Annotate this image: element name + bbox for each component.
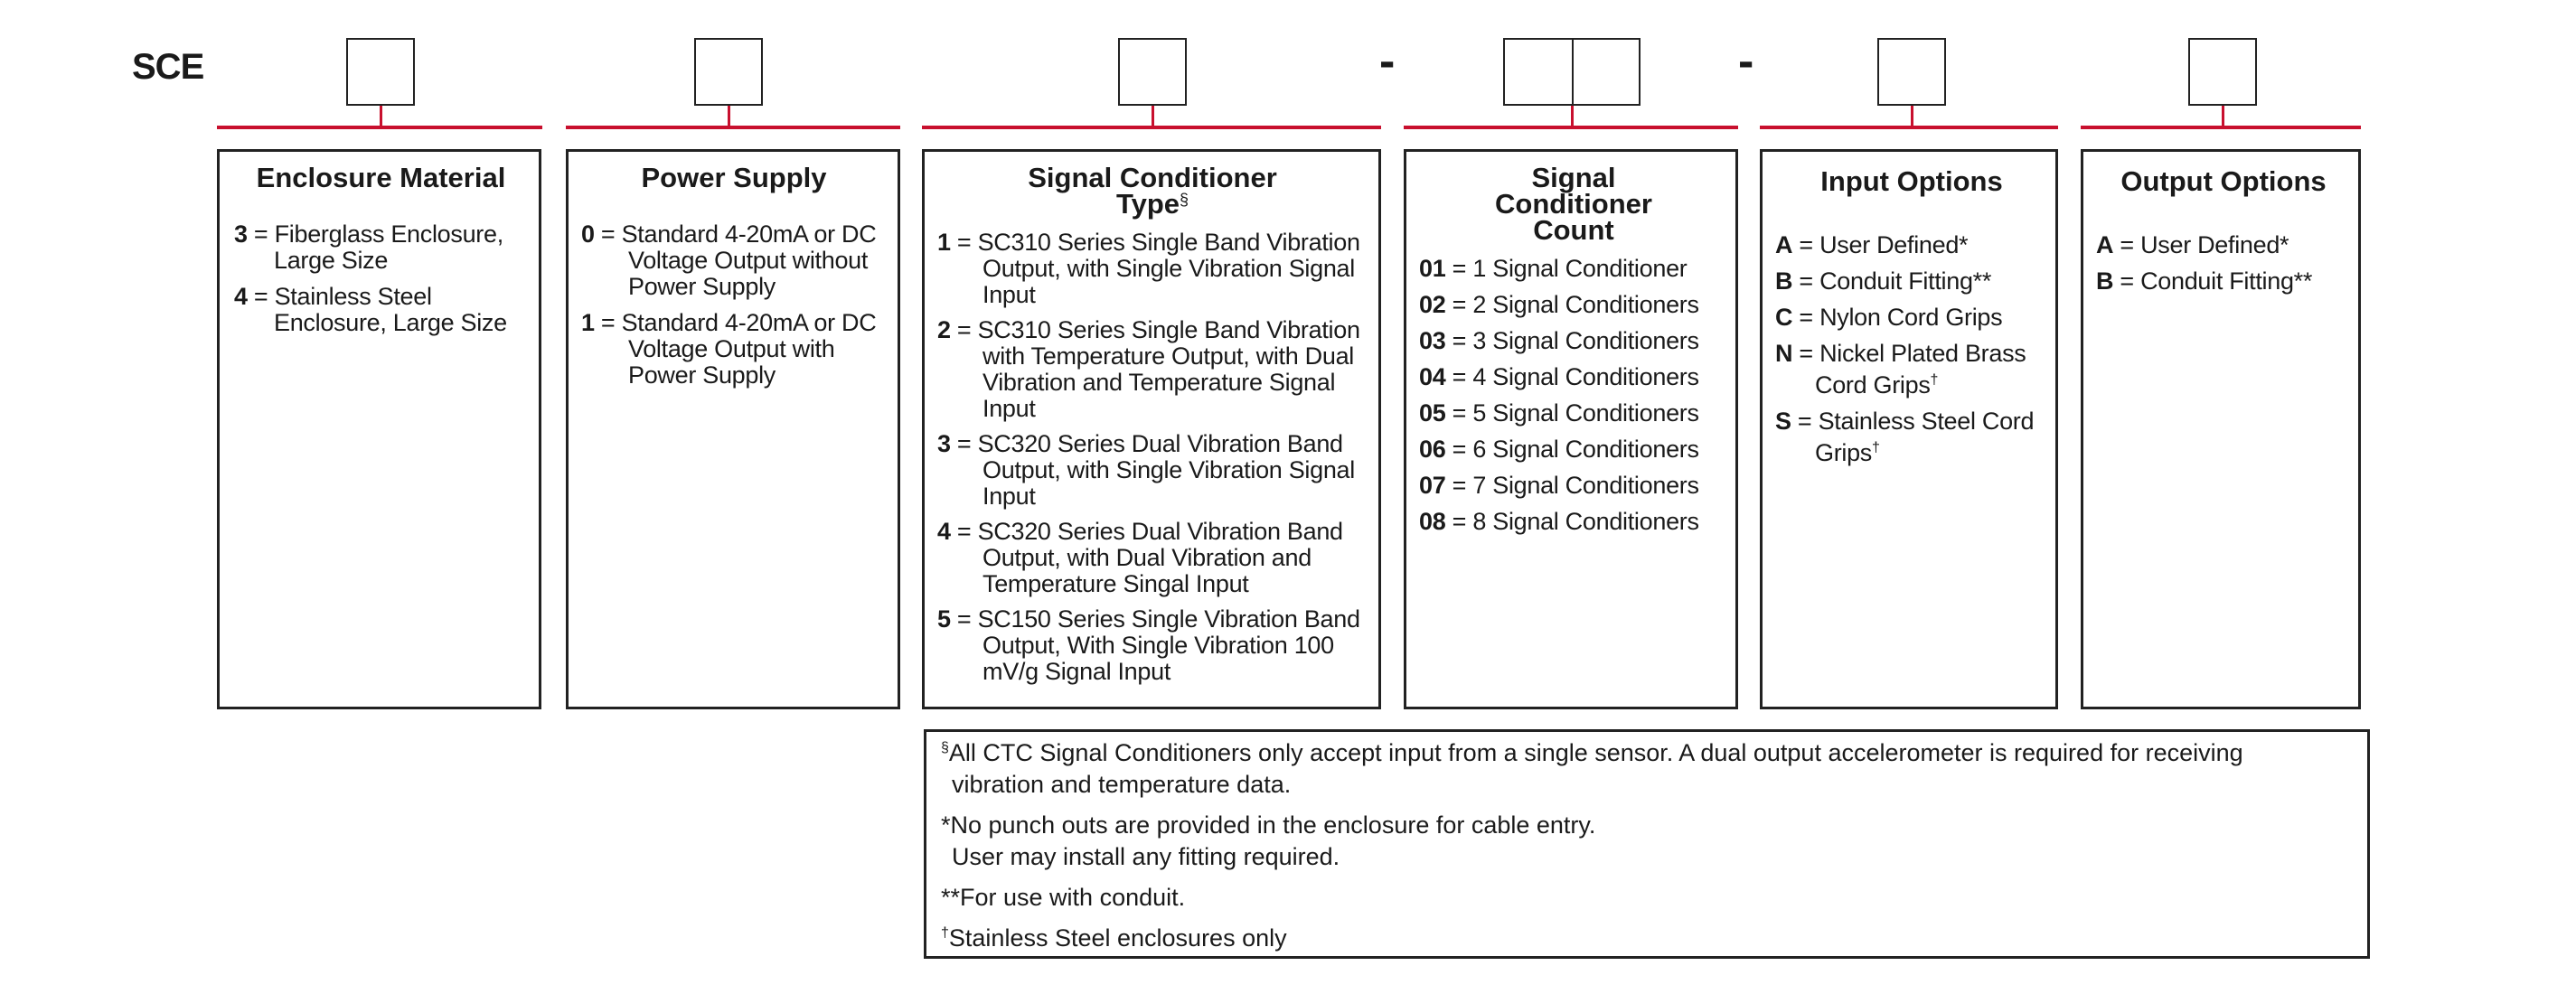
option-text: 2 Signal Conditioners xyxy=(1472,291,1699,318)
option-code: A xyxy=(2096,231,2114,258)
footnote-text: All CTC Signal Conditioners only accept input from a single sensor. A dual output accelerometer is required for receiving xyxy=(948,739,2243,766)
option-text: SC310 Series Single Band Vibration with Temperature Output, with Dual Vibration and Temperature Signal Input xyxy=(977,316,1360,422)
output-option-code-slot[interactable] xyxy=(2188,38,2257,106)
option-text: SC150 Series Single Vibration Band Output, With Single Vibration 100 mV/g Signal Input xyxy=(977,605,1360,685)
accent-rule xyxy=(922,126,1381,129)
option-item: N = Nickel Plated Brass Cord Grips† xyxy=(1775,340,2026,399)
option-code: 5 xyxy=(937,605,951,633)
footnote-mark: § xyxy=(941,740,949,755)
signal-conditioner-count-panel xyxy=(1404,149,1738,709)
option-item: 3 = SC320 Series Dual Vibration Band Output, with Single Vibration Signal Input xyxy=(937,430,1355,510)
panel-title: Input Options xyxy=(1820,165,2003,197)
option-item: 5 = SC150 Series Single Vibration Band Output, With Single Vibration 100 mV/g Signal Input xyxy=(937,605,1360,685)
option-text: Stainless Steel Cord Grips xyxy=(1815,408,2035,466)
option-text: 5 Signal Conditioners xyxy=(1472,399,1699,427)
option-item: 2 = SC310 Series Single Band Vibration with Temperature Output, with Dual Vibration and Temperature Signal Input xyxy=(937,316,1360,422)
option-code: 03 xyxy=(1419,327,1446,354)
option-code: 06 xyxy=(1419,436,1446,463)
panel-title: Signal Conditioner Count xyxy=(1495,162,1652,246)
footnote-text: Stainless Steel enclosures only xyxy=(948,924,1287,952)
accent-rule xyxy=(217,126,542,129)
footnote-text: **For use with conduit. xyxy=(941,884,1186,911)
option-code: B xyxy=(1775,267,1793,295)
option-item: 1 = SC310 Series Single Band Vibration Output, with Single Vibration Signal Input xyxy=(937,229,1360,308)
panel-title: Output Options xyxy=(2120,165,2327,197)
footnote-mark: † xyxy=(1930,372,1939,388)
option-code: 02 xyxy=(1419,291,1446,318)
separator-dash: - xyxy=(1379,35,1396,88)
option-code: N xyxy=(1775,340,1793,367)
option-item: B = Conduit Fitting** xyxy=(1775,267,1992,295)
option-code: 1 xyxy=(937,229,951,256)
option-text: Conduit Fitting** xyxy=(2140,267,2313,295)
option-code: 3 xyxy=(234,220,248,248)
option-code: 08 xyxy=(1419,508,1446,535)
power-code-slot[interactable] xyxy=(694,38,763,106)
option-text: Nylon Cord Grips xyxy=(1819,304,2003,331)
option-code: 2 xyxy=(937,316,951,343)
enclosure-material-panel xyxy=(217,149,541,709)
option-code: 04 xyxy=(1419,363,1446,390)
accent-rule xyxy=(1404,126,1738,129)
option-text: 1 Signal Conditioner xyxy=(1472,255,1688,282)
option-text: User Defined* xyxy=(2140,231,2289,258)
option-code: 07 xyxy=(1419,472,1446,499)
option-text: 6 Signal Conditioners xyxy=(1472,436,1699,463)
footnote xyxy=(941,882,2355,914)
option-code: 05 xyxy=(1419,399,1446,427)
option-text: 4 Signal Conditioners xyxy=(1472,363,1699,390)
panel-title xyxy=(937,162,1368,220)
option-text: SC320 Series Dual Vibration Band Output, with Dual Vibration and Temperature Singal Input xyxy=(977,518,1343,597)
connector-stem xyxy=(2222,106,2224,126)
option-text: SC310 Series Single Band Vibration Output, with Single Vibration Signal Input xyxy=(977,229,1360,308)
option-code: 4 xyxy=(937,518,951,545)
connector-stem xyxy=(1571,106,1574,126)
connector-stem xyxy=(728,106,730,126)
option-item: C = Nylon Cord Grips xyxy=(1775,304,2003,331)
option-code: C xyxy=(1775,304,1793,331)
option-text: Stainless Steel Enclosure, Large Size xyxy=(274,283,507,336)
output-options-panel xyxy=(2081,149,2361,709)
footnote xyxy=(941,737,2355,801)
power-supply-panel xyxy=(566,149,900,709)
option-item: A = User Defined* xyxy=(1775,231,1969,258)
signal-type-code-slot[interactable] xyxy=(1118,38,1187,106)
option-item: 1 = Standard 4-20mA or DC Voltage Output with Power Supply xyxy=(581,309,877,389)
accent-rule xyxy=(2081,126,2361,129)
option-item: 01 = 1 Signal Conditioner xyxy=(1419,255,1688,282)
option-item: S = Stainless Steel Cord Grips† xyxy=(1775,408,2035,466)
footnote-mark: § xyxy=(1180,191,1189,209)
option-code: 01 xyxy=(1419,255,1446,282)
option-code: A xyxy=(1775,231,1793,258)
option-item: 4 = SC320 Series Dual Vibration Band Output, with Dual Vibration and Temperature Singal Input xyxy=(937,518,1343,597)
option-code: 0 xyxy=(581,220,595,248)
option-text: Standard 4-20mA or DC Voltage Output with Power Supply xyxy=(621,309,877,389)
option-text: 8 Signal Conditioners xyxy=(1472,508,1699,535)
option-text: SC320 Series Dual Vibration Band Output, with Single Vibration Signal Input xyxy=(977,430,1355,510)
option-text: User Defined* xyxy=(1819,231,1969,258)
signal-count-code-slot[interactable] xyxy=(1503,38,1641,106)
option-item: B = Conduit Fitting** xyxy=(2096,267,2313,295)
option-text: 3 Signal Conditioners xyxy=(1472,327,1699,354)
option-code: 3 xyxy=(937,430,951,457)
option-text: Fiberglass Enclosure, Large Size xyxy=(274,220,503,274)
footnote-text-continued: vibration and temperature data. xyxy=(952,771,1292,798)
option-text: Nickel Plated Brass Cord Grips xyxy=(1815,340,2026,399)
option-item: 08 = 8 Signal Conditioners xyxy=(1419,508,1699,535)
option-text: 7 Signal Conditioners xyxy=(1472,472,1699,499)
connector-stem xyxy=(380,106,382,126)
signal-conditioner-type-panel xyxy=(922,149,1381,709)
footnote xyxy=(941,923,2355,954)
option-item: 06 = 6 Signal Conditioners xyxy=(1419,436,1699,463)
input-option-code-slot[interactable] xyxy=(1877,38,1946,106)
footnote-text: *No punch outs are provided in the enclosure for cable entry. xyxy=(941,811,1596,839)
option-item: 04 = 4 Signal Conditioners xyxy=(1419,363,1699,390)
input-options-panel xyxy=(1760,149,2058,709)
accent-rule xyxy=(1760,126,2058,129)
option-code: S xyxy=(1775,408,1791,435)
option-code: 4 xyxy=(234,283,248,310)
option-item: 0 = Standard 4-20mA or DC Voltage Output without Power Supply xyxy=(581,220,877,300)
panel-title-text: Signal Conditioner Type xyxy=(1028,162,1277,220)
option-item: 03 = 3 Signal Conditioners xyxy=(1419,327,1699,354)
option-item: 02 = 2 Signal Conditioners xyxy=(1419,291,1699,318)
accent-rule xyxy=(566,126,900,129)
panel-title: Enclosure Material xyxy=(256,162,506,193)
option-item: 4 = Stainless Steel Enclosure, Large Size xyxy=(234,283,507,336)
part-number-prefix: SCE xyxy=(132,47,204,87)
footnote-text-continued: User may install any fitting required. xyxy=(952,843,1340,870)
option-text: Conduit Fitting** xyxy=(1819,267,1992,295)
footnote xyxy=(941,810,2355,873)
option-code: B xyxy=(2096,267,2114,295)
option-code: 1 xyxy=(581,309,595,336)
enclosure-code-slot[interactable] xyxy=(346,38,415,106)
connector-stem xyxy=(1152,106,1154,126)
connector-stem xyxy=(1911,106,1913,126)
footnotes-panel xyxy=(924,729,2370,959)
footnote-mark: † xyxy=(941,925,949,941)
option-item: 3 = Fiberglass Enclosure, Large Size xyxy=(234,220,503,274)
separator-dash: - xyxy=(1738,35,1754,88)
option-text: Standard 4-20mA or DC Voltage Output without Power Supply xyxy=(621,220,877,300)
panel-title: Power Supply xyxy=(641,162,827,193)
option-item: 05 = 5 Signal Conditioners xyxy=(1419,399,1699,427)
footnote-mark: † xyxy=(1872,440,1880,455)
option-item: A = User Defined* xyxy=(2096,231,2289,258)
option-item: 07 = 7 Signal Conditioners xyxy=(1419,472,1699,499)
